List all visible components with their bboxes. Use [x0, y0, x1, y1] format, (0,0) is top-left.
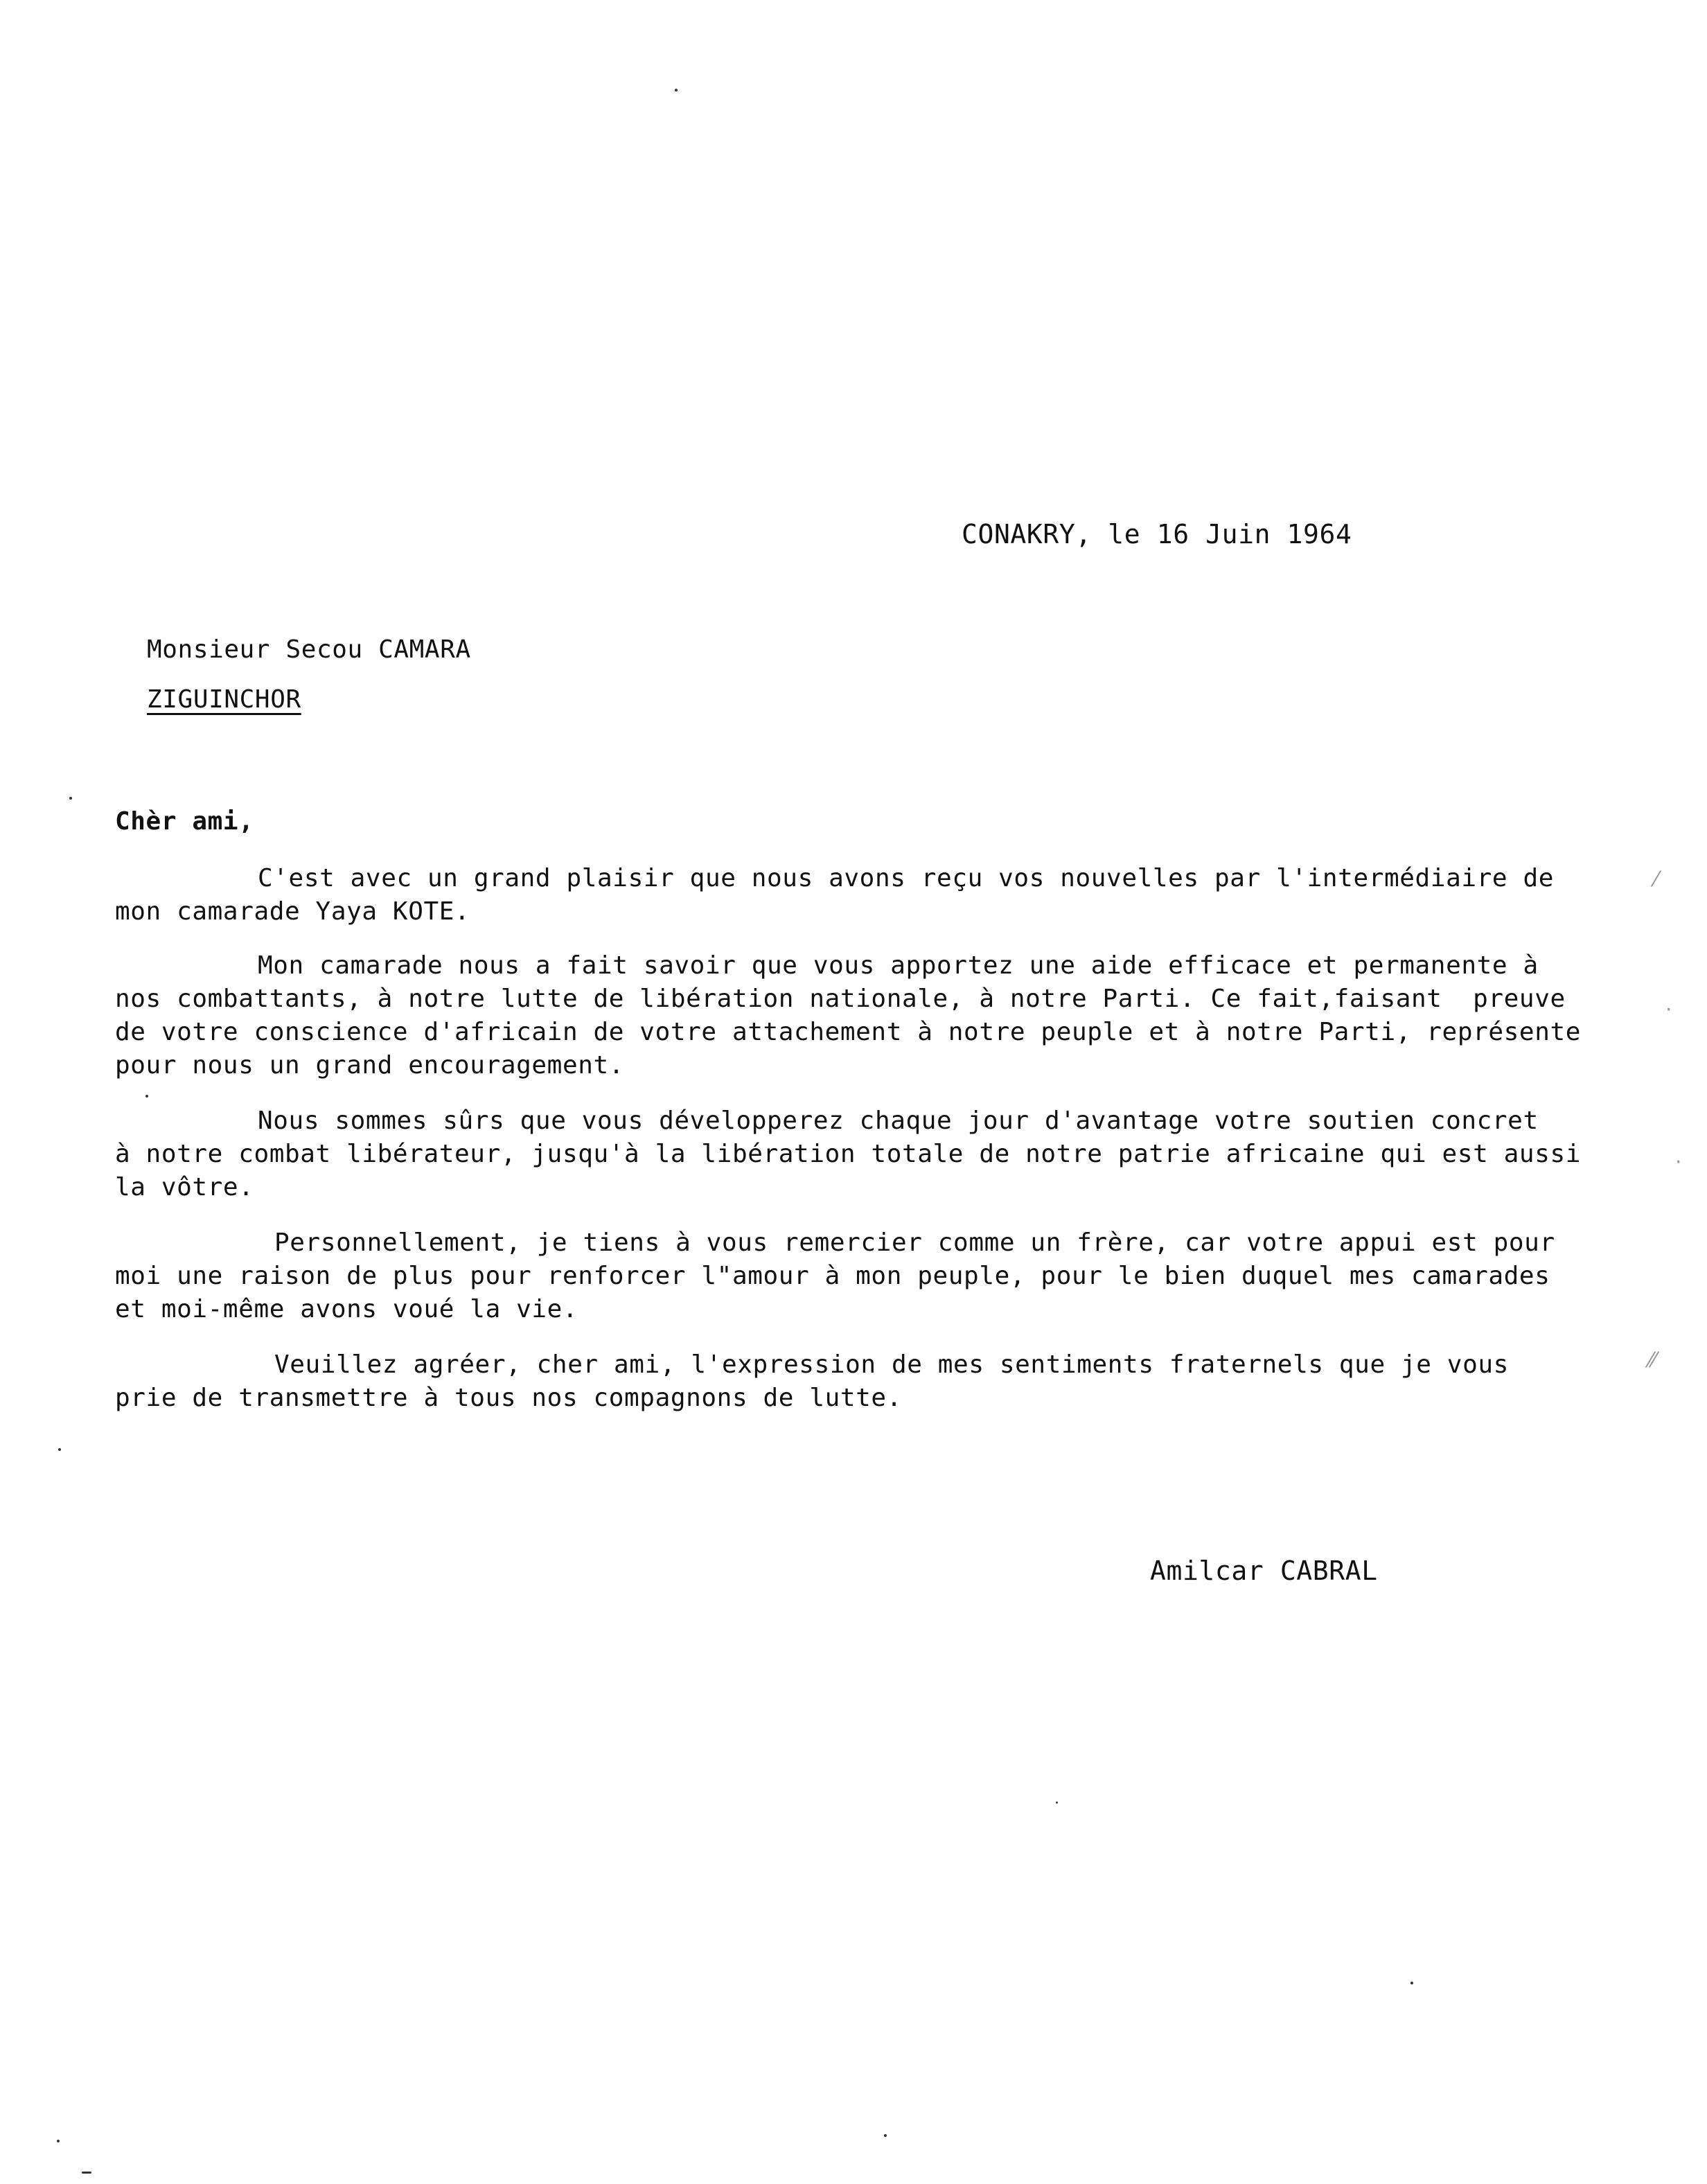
- margin-marks: ⁄: [1654, 868, 1659, 892]
- paragraph-line: nos combattants, à notre lutte de libération nationale, à notre Parti. Ce fait,faisant preuve: [115, 985, 1566, 1013]
- paragraph-line: moi une raison de plus pour renforcer l"amour à mon peuple, pour le bien duquel mes camarades: [115, 1262, 1550, 1290]
- paragraph-line: Personnellement, je tiens à vous remercier comme un frère, car votre appui est pour: [274, 1228, 1555, 1257]
- paragraph-line: prie de transmettre à tous nos compagnons de lutte.: [115, 1384, 902, 1412]
- margin-marks: ·: [1675, 1150, 1682, 1174]
- paragraph-line: pour nous un grand encouragement.: [115, 1051, 625, 1080]
- letter-date: CONAKRY, le 16 Juin 1964: [962, 519, 1352, 549]
- scan-speck: [58, 1448, 61, 1451]
- recipient-city: ZIGUINCHOR: [147, 685, 301, 714]
- salutation: Chèr ami,: [115, 807, 254, 836]
- margin-marks: ⁄⁄: [1649, 1348, 1656, 1373]
- paragraph-line: Mon camarade nous a fait savoir que vous apportez une aide efficace et permanente à: [258, 951, 1539, 980]
- margin-marks: ·: [1665, 998, 1672, 1022]
- paragraph-line: la vôtre.: [115, 1173, 254, 1201]
- scan-speck: [1056, 1802, 1058, 1804]
- paragraph-line: Nous sommes sûrs que vous développerez chaque jour d'avantage votre soutien concret: [258, 1107, 1539, 1135]
- signature: Amilcar CABRAL: [1150, 1556, 1378, 1586]
- paragraph-line: Veuillez agréer, cher ami, l'expression de mes sentiments fraternels que je vous: [274, 1350, 1509, 1379]
- scan-speck: [884, 2134, 887, 2137]
- paragraph-line: mon camarade Yaya KOTE.: [115, 897, 470, 926]
- scan-speck: [69, 797, 72, 800]
- paragraph-line: et moi-même avons voué la vie.: [115, 1295, 578, 1323]
- scan-speck: [82, 2172, 91, 2174]
- recipient-name: Monsieur Secou CAMARA: [147, 635, 471, 664]
- scan-speck: [145, 1095, 148, 1098]
- scan-speck: [1410, 1982, 1413, 1984]
- scan-speck: [675, 89, 678, 91]
- scan-speck: [57, 2140, 60, 2142]
- paragraph-line: C'est avec un grand plaisir que nous avons reçu vos nouvelles par l'intermédiaire de: [258, 864, 1555, 892]
- paragraph-line: de votre conscience d'africain de votre attachement à notre peuple et à notre Parti, représente: [115, 1018, 1582, 1046]
- paragraph-line: à notre combat libérateur, jusqu'à la libération totale de notre patrie africaine qui est aussi: [115, 1140, 1582, 1168]
